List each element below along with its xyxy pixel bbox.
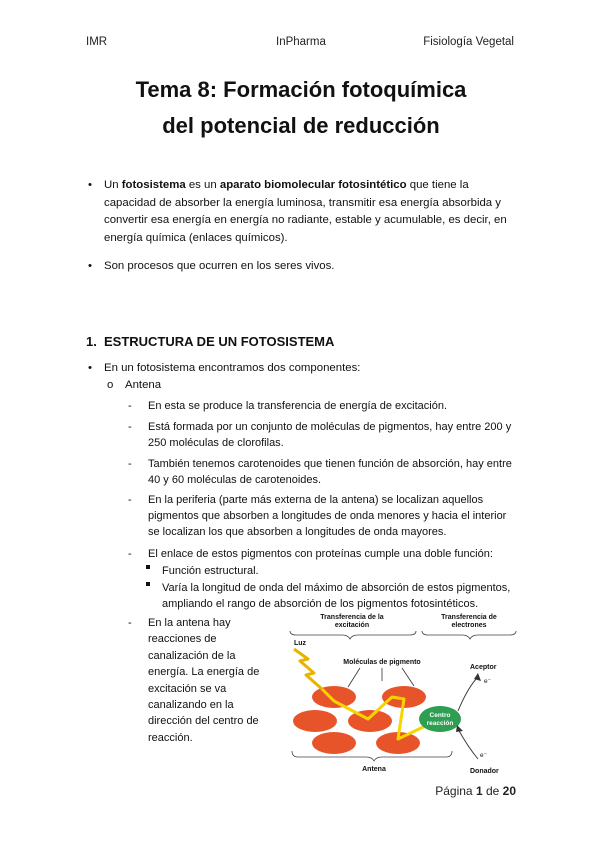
- section-bullet-text: En un fotosistema encontramos dos componentes:: [104, 362, 361, 374]
- dash-item-text: También tenemos carotenoides que tienen función de absorción, hay entre 40 y 60 moléculas de carotenoides.: [148, 458, 512, 487]
- light-bolt-icon: [294, 649, 322, 689]
- dash-icon: -: [128, 458, 132, 470]
- dash-item-text: Está formada por un conjunto de moléculas de pigmentos, hay entre 200 y 250 moléculas de clorofilas.: [148, 421, 512, 450]
- dash-icon: -: [128, 617, 132, 629]
- footer-prefix: Página: [435, 784, 476, 798]
- label-transfer-excitation-1: Transferencia de la: [320, 614, 384, 621]
- square-bullet-icon: [146, 582, 150, 586]
- page-title-line-1: Tema 8: Formación fotoquímica: [135, 77, 467, 102]
- header-left: IMR: [86, 36, 108, 48]
- label-pigment-molecules: Moléculas de pigmento: [343, 659, 421, 666]
- circle-bullet-icon: o: [107, 379, 114, 391]
- header-center: InPharma: [276, 36, 326, 48]
- dash-item-text: En la periferia (parte más externa de la antena) se localizan aquellos pigmentos que absorben a longitudes de onda menores y hacia el interior se localizan los que absorben a longitudes de onda mayores.: [148, 494, 507, 539]
- bullet-dot-icon: •: [88, 260, 92, 272]
- dash-icon: -: [128, 421, 132, 433]
- page-total: 20: [502, 784, 516, 798]
- label-center-2: reacción: [426, 720, 454, 727]
- label-transfer-excitation-2: excitación: [334, 622, 370, 629]
- dash-icon: -: [128, 494, 132, 506]
- label-electron-2: e⁻: [480, 752, 488, 759]
- section-number: 1.: [86, 334, 97, 349]
- term-aparato: aparato biomolecular fotosintético: [219, 179, 407, 191]
- page-number: 1: [475, 784, 483, 798]
- label-antenna: Antena: [362, 766, 386, 773]
- text-run: que tiene la capacidad de absorber la energía luminosa, transmitir esa energía absorbida y convertir esa energía en energía no radiante, estable y acumulable, es decir, en energía química (enlaces químicos).: [104, 179, 507, 244]
- intro-bullet-1-text: [104, 177, 520, 247]
- dash-item-text: En esta se produce la transferencia de energía de excitación.: [148, 400, 448, 412]
- intro-bullet-2-text: Son procesos que ocurren en los seres vivos.: [104, 260, 335, 272]
- sub-item-antena: [107, 379, 161, 391]
- label-center-1: Centro: [429, 712, 451, 719]
- header-right: Fisiología Vegetal: [423, 36, 514, 48]
- label-acceptor: Aceptor: [470, 664, 497, 671]
- section-heading-text: ESTRUCTURA DE UN FOTOSISTEMA: [104, 334, 335, 349]
- term-fotosistema: fotosistema: [121, 179, 186, 191]
- square-bullet-icon: [146, 565, 150, 569]
- bullet-dot-icon: •: [88, 179, 92, 191]
- photosystem-diagram: [282, 611, 518, 777]
- label-transfer-electrons-1: Transferencia de: [441, 614, 497, 621]
- sub-item-label: Antena: [125, 379, 162, 391]
- text-run: es un: [185, 179, 220, 191]
- footer-mid: de: [482, 784, 503, 798]
- dash-item-text: El enlace de estos pigmentos con proteínas cumple una doble función:: [148, 548, 493, 560]
- label-donor: Donador: [470, 768, 499, 775]
- page-footer: [435, 784, 516, 798]
- dash-item-text: En la antena hay reacciones de canalización de la energía. La energía de excitación se va canalizando en la dirección del centro de reacción.: [148, 617, 260, 744]
- function-item-text: Función estructural.: [162, 565, 259, 577]
- label-electron-1: e⁻: [484, 678, 492, 685]
- section-heading: [86, 334, 334, 349]
- dash-icon: -: [128, 548, 132, 560]
- dash-icon: -: [128, 400, 132, 412]
- function-item-text: Varía la longitud de onda del máximo de absorción de estos pigmentos, ampliando el rango de absorción de los pigmentos fotosintéticos.: [162, 582, 511, 610]
- text-run: Un: [104, 179, 122, 191]
- reaction-center: [419, 706, 461, 732]
- label-luz: Luz: [294, 640, 307, 647]
- pigment-molecule-group: [293, 686, 426, 754]
- label-transfer-electrons-2: electrones: [451, 622, 487, 629]
- page-title-line-2: del potencial de reducción: [162, 113, 440, 138]
- bullet-dot-icon: •: [88, 362, 92, 374]
